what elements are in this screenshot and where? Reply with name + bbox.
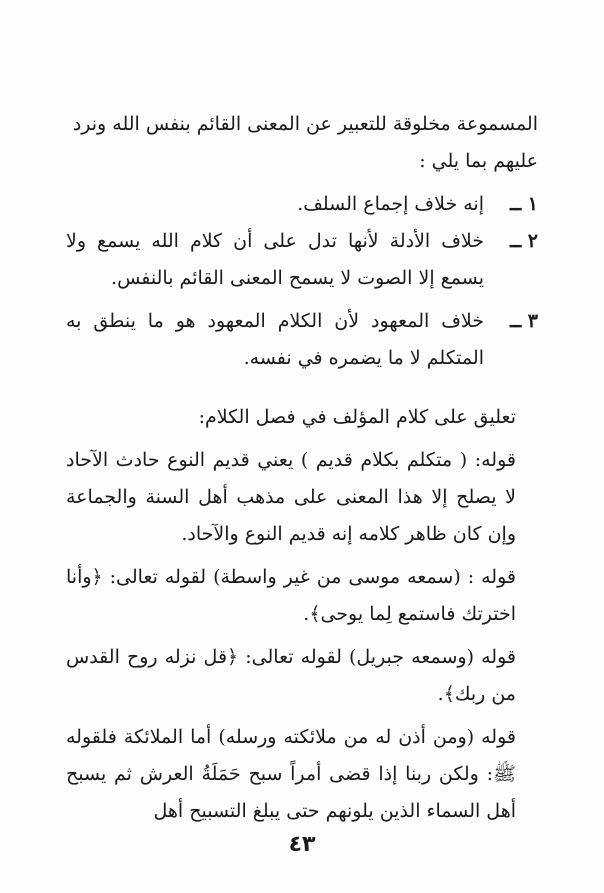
list-number-1: ١ ــ [510,193,538,215]
list-item-2 [66,223,538,297]
paragraph-1: قوله: ( متكلم بكلام قديم ) يعني قديم النوع حادث الآحاد لا يصلح إلا هذا المعنى على مذهب أهل السنة والجماعة وإن كان ظاهر كلامه إنه قديم النوع والآحاد. [66,449,516,545]
list-number-3: ٣ ــ [510,310,538,332]
paragraph-4: قوله (ومن أذن له من ملائكته ورسله) أما الملائكة فلقوله ﷺ: ولكن ربنا إذا قضى أمراً سبح حَمَلَةُ العرش ثم يسبح أهل السماء الذين يلونهم حتى يبلغ التسبيح أهل [66,726,516,822]
list-text-1: إنه خلاف إجماع السلف. [297,193,484,215]
list-text-2: خلاف الأدلة لأنها تدل على أن كلام الله يسمع ولا يسمع إلا الصوت لا يسمح المعنى القائم بالنفس. [66,230,484,289]
page-number: ٤٣ [288,832,316,857]
intro-paragraph [66,106,538,180]
paragraph-3: قوله (وسمعه جبريل) لقوله تعالى: ﴿قل نزله روح القدس من ربك﴾. [66,646,516,705]
intro-line-1: المسموعة مخلوقة للتعبير عن المعنى القائم بنفس الله ونرد [72,113,538,135]
intro-line-2: عليهم بما يلي : [419,150,538,172]
list-number-2: ٢ ــ [510,230,538,252]
paragraph-2: قوله : (سمعه موسى من غير واسطة) لقوله تعالى: ﴿وأنا اخترتك فاستمع لِما يوحى﴾. [66,566,516,625]
list-item-1 [66,186,538,223]
section-heading: تعليق على كلام المؤلف في فصل الكلام: [198,406,516,428]
list-text-3: خلاف المعهود لأن الكلام المعهود هو ما ينطق به المتكلم لا ما يضمره في نفسه. [66,310,484,369]
list-item-3 [66,303,538,377]
page-body [66,106,538,830]
